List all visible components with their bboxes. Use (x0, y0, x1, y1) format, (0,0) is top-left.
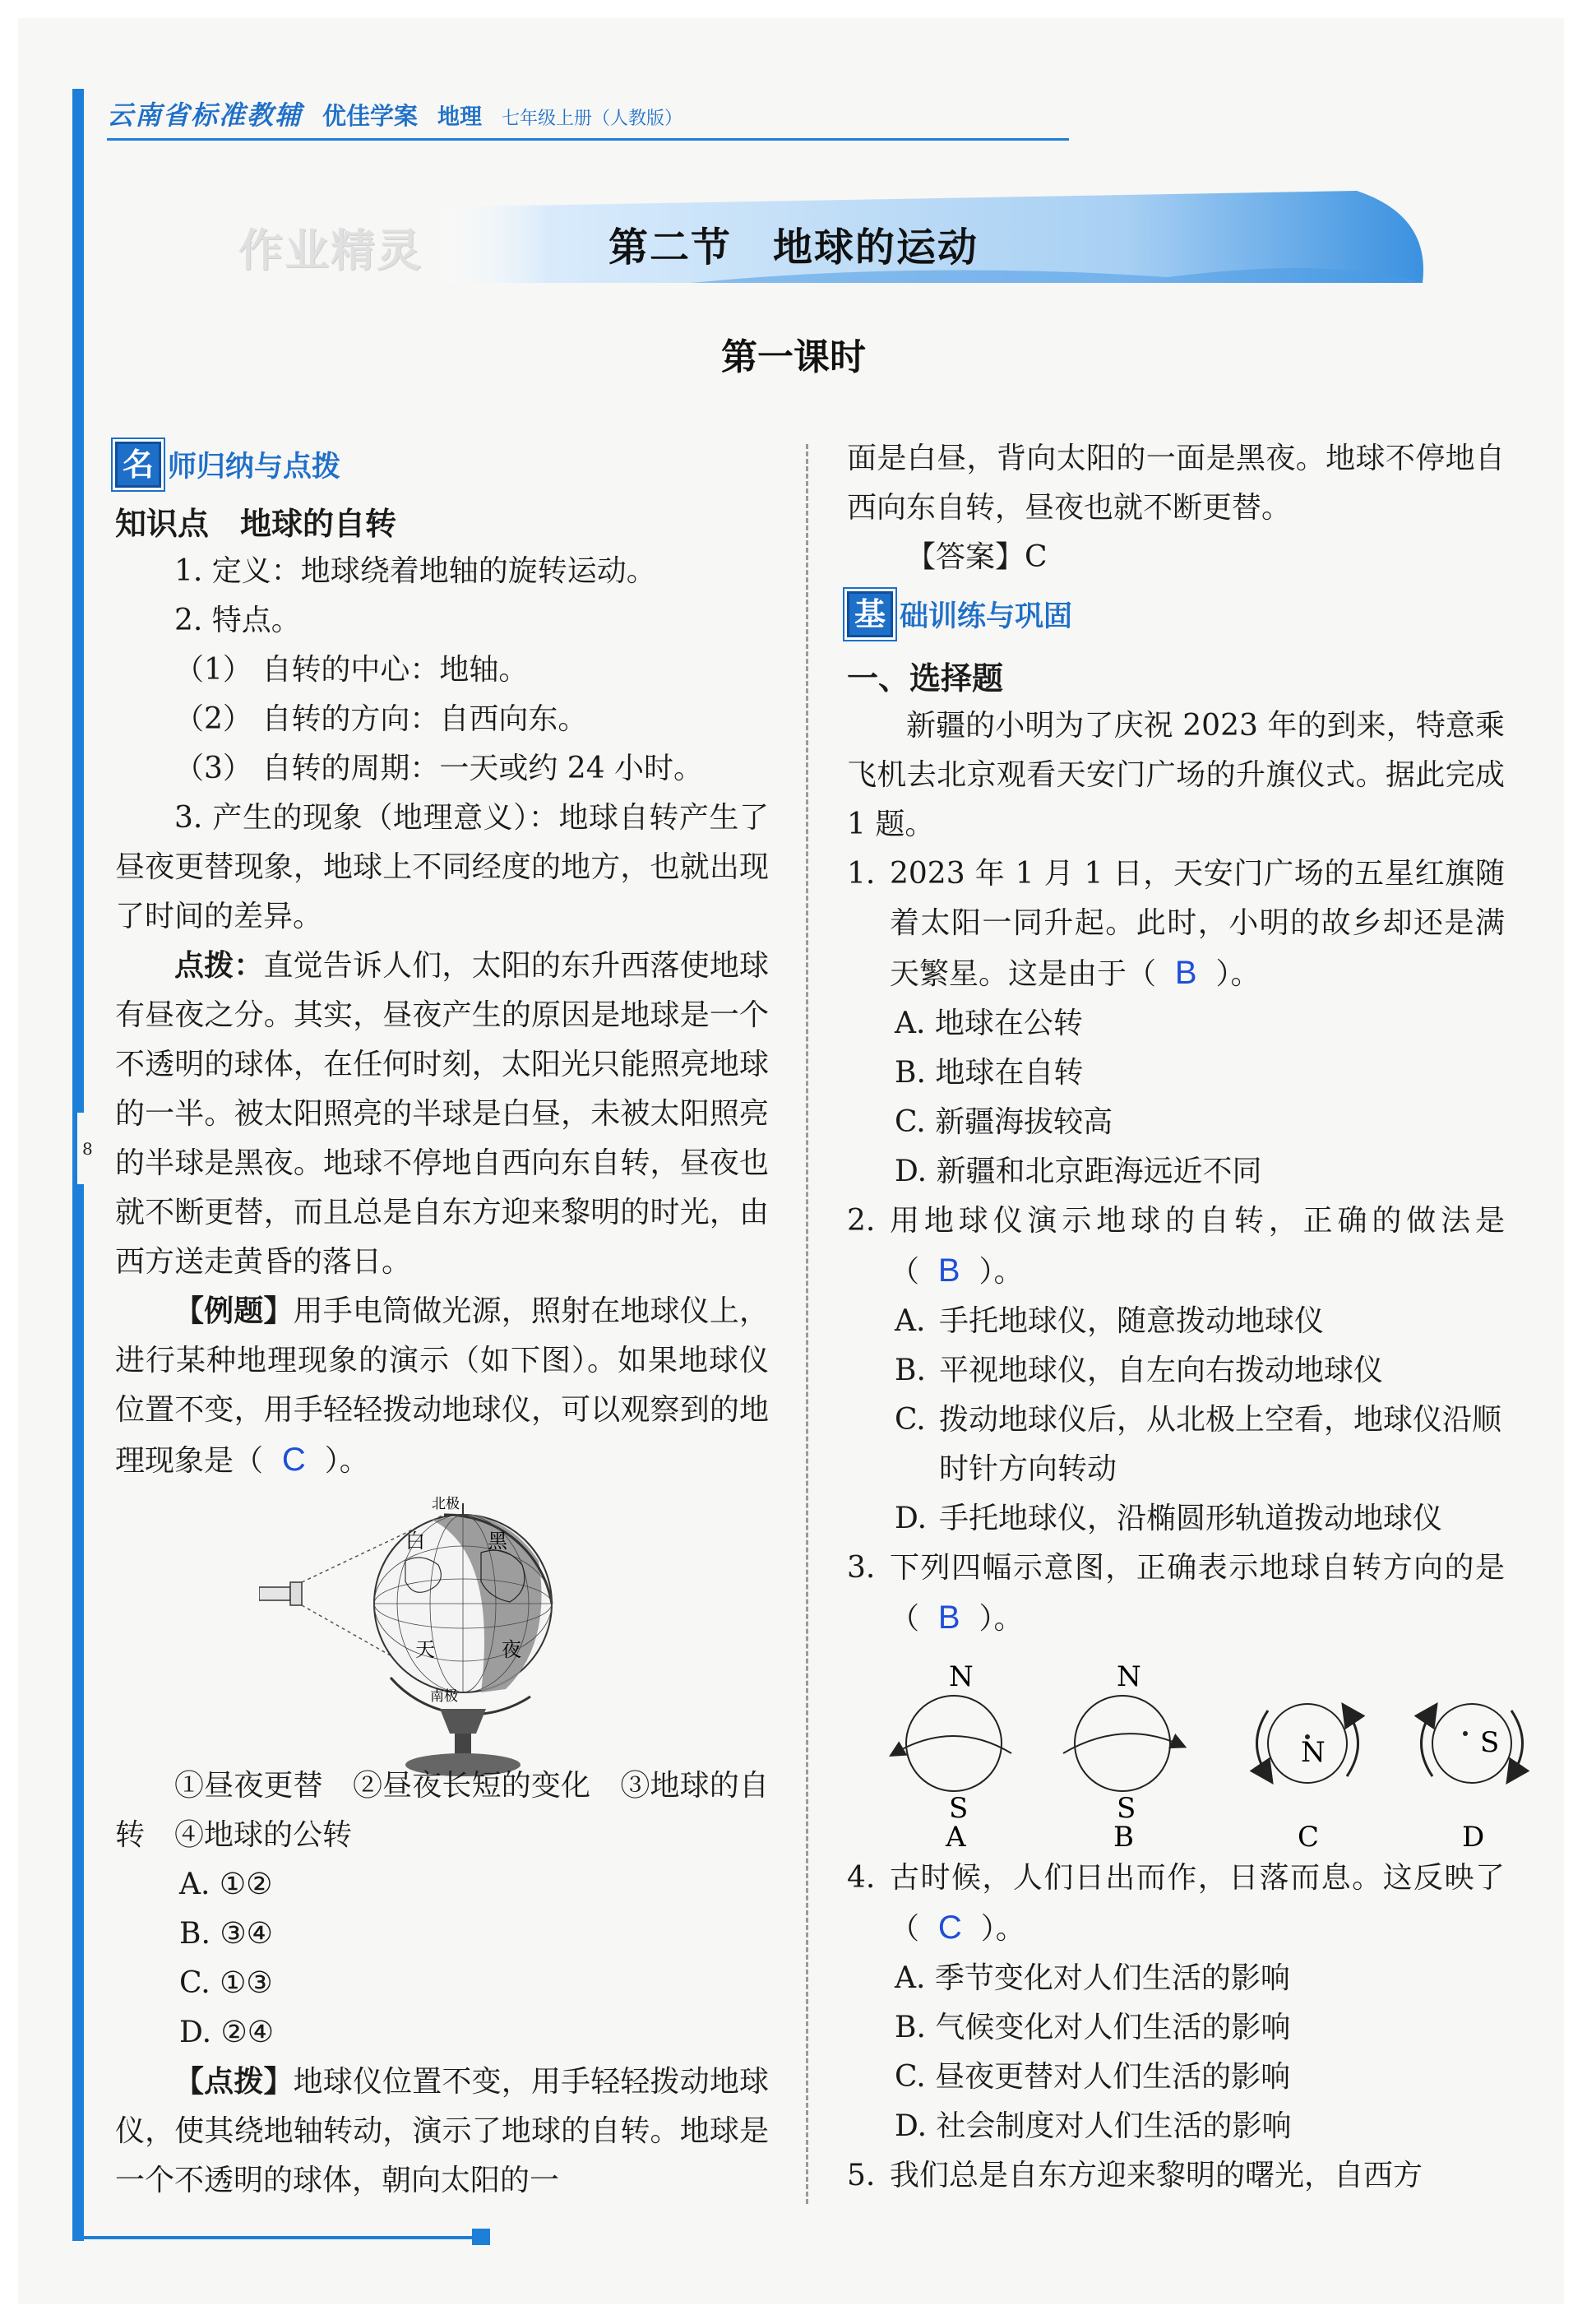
figure-b (1063, 1661, 1181, 1850)
knowledge-item: 1. 定义：地球绕着地轴的旋转运动。 (174, 554, 656, 588)
globe-label-night: 黑 (488, 1530, 507, 1553)
example-question (115, 1287, 769, 1486)
header-subject: 地理 (437, 104, 483, 130)
left-column (115, 439, 769, 1486)
q4-option: A. 季节变化对人们生活的影响 (895, 1961, 1290, 1995)
q3-answer: B (937, 1599, 960, 1636)
lesson-title: 第一课时 (721, 336, 866, 378)
section-heading-text: 础训练与巩固 (900, 600, 1073, 633)
figure-c (1257, 1704, 1358, 1850)
tip-paragraph (115, 942, 769, 1287)
question-3: 3. 下列四幅示意图，正确表示地球自转方向的是（ B ）。 (847, 1551, 1505, 1636)
globe-illustration (259, 1495, 637, 1791)
answer-label: 【答案】 (906, 540, 1025, 574)
knowledge-item-significance: 3. 产生的现象（地理意义）：地球自转产生了昼夜更替现象，地球上不同经度的地方，也就出现了时间的差异。 (115, 801, 769, 933)
tip-label: 点拨： (174, 949, 264, 983)
q2-option: B. 平视地球仪，自左向右拨动地球仪 (895, 1354, 1384, 1387)
figure-d-label: D (1462, 1821, 1485, 1850)
q2-option: C. 拨动地球仪后，从北极上空看，地球仪沿顺时针方向转动 (895, 1403, 1502, 1486)
left-frame-bar-bottom (72, 1184, 84, 2241)
question-4: 4. 古时候，人们日出而作，日落而息。这反映了（ C ）。 (847, 1861, 1505, 1946)
header-grade: 七年级上册（人教版） (502, 109, 683, 129)
explain-text: 地球仪位置不变，用手轻轻拨动地球仪，使其绕地轴转动，演示了地球的自转。地球是一个不透明的球体，朝向太阳的一 (115, 2065, 769, 2197)
question-5: 5. 我们总是自东方迎来黎明的曙光，自西方 (847, 2159, 1423, 2192)
example-label: 【例题】 (174, 1294, 294, 1328)
q1-option: D. 新疆和北京距海远近不同 (895, 1155, 1262, 1188)
knowledge-point-title: 知识点 地球的自转 (115, 506, 397, 542)
example-statements: ①昼夜更替 ②昼夜长短的变化 ③地球的自转 ④地球的公转 (115, 1769, 769, 1852)
right-column (847, 434, 1505, 1644)
figure-a-label: A (946, 1821, 966, 1850)
header-brand: 云南省标准教辅 (107, 100, 303, 131)
running-header (107, 95, 682, 136)
q4-answer: C (937, 1910, 962, 1946)
section-heading-teacher (115, 439, 769, 490)
explain-label: 【点拨】 (174, 2065, 294, 2099)
example-option: C. ①③ (179, 1966, 273, 2000)
q4-option: D. 社会制度对人们生活的影响 (895, 2109, 1292, 2143)
figure-c-pole: N (1301, 1736, 1326, 1769)
knowledge-item: （3） 自转的周期：一天或约 24 小时。 (174, 752, 704, 785)
flashlight-icon (259, 1587, 290, 1600)
example-close: ）。 (324, 1444, 369, 1478)
rotation-direction-figures (872, 1661, 1529, 1850)
question-2: 2. 用地球仪演示地球的自转，正确的做法是（ B ）。 (847, 1204, 1505, 1289)
knowledge-item: （2） 自转的方向：自西向东。 (174, 702, 588, 736)
page-number: 8 (82, 1139, 93, 1159)
figure-a-south: S (949, 1792, 969, 1825)
question-intro: 新疆的小明为了庆祝 2023 年的到来，特意乘飞机去北京观看天安门广场的升旗仪式。据此完成 1 题。 (847, 709, 1505, 841)
q4-option: B. 气候变化对人们生活的影响 (895, 2011, 1291, 2044)
section-title: 第二节 地球的运动 (608, 225, 979, 271)
knowledge-item: （1） 自转的中心：地轴。 (174, 653, 529, 687)
example-option: B. ③④ (179, 1917, 273, 1951)
column-divider (806, 444, 808, 2204)
bottom-frame-line (72, 2236, 484, 2239)
q1-answer: B (1174, 955, 1197, 991)
knowledge-item: 2. 特点。 (174, 604, 301, 637)
globe-label-day2: 天 (415, 1638, 435, 1661)
figure-b-label: B (1113, 1821, 1134, 1850)
q4-option: C. 昼夜更替对人们生活的影响 (895, 2060, 1291, 2094)
left-frame-bar-top (72, 89, 84, 1113)
section-heading-basic (847, 589, 1505, 640)
left-frame-tick (72, 1113, 77, 1184)
example-text: 用手电筒做光源，照射在地球仪上，进行某种地理现象的演示（如下图）。如果地球仪位置不变，用手轻轻拨动地球仪，可以观察到的地理现象是（ (115, 1294, 769, 1478)
globe-label-day: 白 (405, 1530, 425, 1553)
question-1: 1. 2023 年 1 月 1 日，天安门广场的五星红旗随着太阳一同升起。此时，小明的故乡却还是满天繁星。这是由于（ B ）。 (847, 857, 1505, 991)
right-column-lower (847, 1854, 1505, 2201)
watermark: 作业精灵 (238, 225, 423, 276)
figure-c-label: C (1298, 1821, 1320, 1850)
q1-option: B. 地球在自转 (895, 1056, 1084, 1090)
figure-d (1422, 1704, 1523, 1850)
section-icon-ming: 名 (115, 442, 161, 488)
header-rule (107, 138, 1069, 141)
figure-b-north: N (1117, 1661, 1141, 1693)
part-title: 一、选择题 (847, 660, 1004, 697)
section-heading-text: 师归纳与点拨 (168, 451, 341, 484)
q2-option: A. 手托地球仪，随意拨动地球仪 (895, 1304, 1325, 1338)
q1-option: C. 新疆海拔较高 (895, 1105, 1113, 1139)
example-option: A. ①② (179, 1868, 273, 1901)
header-book: 优佳学案 (322, 102, 419, 130)
figure-d-pole: S (1480, 1726, 1500, 1759)
answer-line (847, 533, 1505, 582)
tip-text: 直觉告诉人们，太阳的东升西落使地球有昼夜之分。其实，昼夜产生的原因是地球是一个不透明的球体，在任何时刻，太阳光只能照亮地球的一半。被太阳照亮的半球是白昼，未被太阳照亮的半球是黑夜。地球不停地自西向东自转，昼夜也就不断更替，而且总是自东方迎来黎明的时光，由西方送走黄昏的落日。 (115, 949, 769, 1279)
example-option: D. ②④ (179, 2016, 275, 2049)
left-column-lower (115, 1762, 769, 2206)
bottom-frame-square (472, 2229, 490, 2245)
explain-paragraph (115, 2058, 769, 2206)
answer-value: C (1025, 540, 1048, 574)
figure-a-north: N (949, 1661, 974, 1693)
q2-option: D. 手托地球仪，沿椭圆形轨道拨动地球仪 (895, 1502, 1443, 1535)
figure-b-south: S (1117, 1792, 1136, 1825)
globe-label-night2: 夜 (502, 1638, 521, 1661)
q1-option: A. 地球在公转 (895, 1007, 1083, 1040)
figure-a (895, 1661, 1011, 1850)
explain-continued: 面是白昼，背向太阳的一面是黑夜。地球不停地自西向东自转，昼夜也就不断更替。 (847, 442, 1505, 525)
section-icon-ji: 基 (847, 591, 893, 637)
q2-answer: B (937, 1252, 960, 1289)
globe-label-south: 南极 (430, 1688, 458, 1705)
globe-label-north: 北极 (432, 1496, 460, 1512)
example-answer: C (281, 1442, 306, 1478)
